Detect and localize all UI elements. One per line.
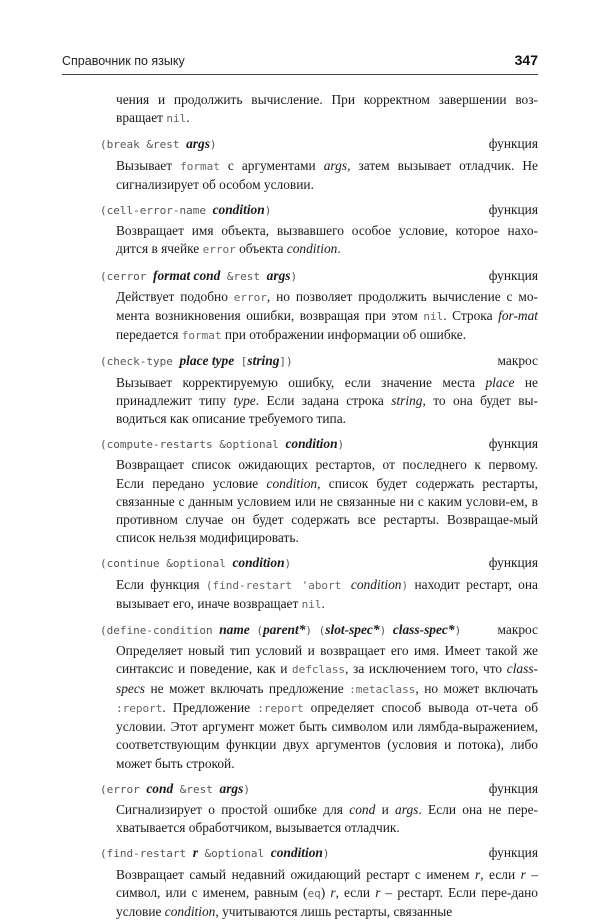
- italic-arg: class-specs: [116, 661, 538, 696]
- text: находит рестарт, она вызывает его, иначе возвращает: [116, 576, 538, 611]
- italic-arg: args: [395, 801, 419, 817]
- entry-type: функция: [488, 555, 538, 571]
- sig-open: (cerror: [100, 269, 153, 283]
- text: – символ, или с именем, равным (: [116, 866, 538, 900]
- code: :metaclass: [349, 682, 416, 696]
- entry-check-type: [100, 352, 538, 428]
- sig-mid: ): [379, 624, 393, 638]
- sig-arg: args: [219, 780, 244, 796]
- sig-close: ): [290, 269, 298, 283]
- entry-description: [116, 576, 538, 614]
- text: не принадлежит типу: [116, 374, 538, 408]
- reference-content: [100, 91, 538, 921]
- signature-code: [100, 621, 461, 640]
- signature: [100, 844, 538, 863]
- sig-arg: string: [247, 353, 280, 369]
- sig-close: ): [243, 782, 250, 796]
- italic-arg: r: [475, 866, 481, 882]
- sig-close: ): [284, 557, 292, 571]
- entry-description: [116, 222, 538, 259]
- sig-arg: format cond: [152, 267, 221, 283]
- italic-arg: cond: [349, 801, 376, 817]
- sig-mid: (: [249, 624, 263, 638]
- sig-arg: place type: [179, 353, 235, 369]
- italic-arg: condition: [286, 241, 338, 257]
- code: defclass: [292, 663, 346, 677]
- sig-open: (cell-error-name: [100, 204, 213, 218]
- text: Возвращает имя объекта, вызвавшего особое условие, которое нахо-дится в ячейке: [116, 223, 538, 257]
- sig-open: (define-condition: [100, 624, 220, 638]
- sig-arg: class-spec*: [392, 622, 455, 638]
- sig-close: ): [337, 438, 345, 452]
- signature: [100, 267, 538, 286]
- code: :report: [116, 701, 163, 715]
- italic-arg: args: [323, 157, 348, 173]
- entry-find-restart: [100, 844, 538, 921]
- entry-cerror: [100, 267, 538, 346]
- sig-close: ]): [279, 355, 293, 369]
- sig-open: (break &rest: [100, 138, 187, 152]
- entry-description: [116, 801, 538, 837]
- text: определяет способ вывода от-чета об условии. Этот аргумент может быть символом или лямбда-выражением, соответствующим функции двух аргументов (условия и потока), либо может быть строкой.: [116, 699, 539, 771]
- sig-mid: &rest: [220, 269, 267, 283]
- sig-arg: condition: [232, 555, 285, 571]
- running-header-title: Справочник по языку: [62, 54, 185, 68]
- signature-code: [100, 201, 271, 220]
- text: .: [186, 110, 190, 126]
- text: Сигнализирует о простой ошибке для: [116, 801, 350, 817]
- sig-close: ): [454, 624, 462, 638]
- sig-arg: slot-spec*: [325, 622, 380, 638]
- italic-arg: place: [485, 374, 515, 390]
- entry-error: [100, 780, 538, 838]
- signature: [100, 780, 538, 799]
- entry-description: [116, 456, 538, 547]
- text: с аргументами: [219, 157, 324, 173]
- sig-close: ): [322, 847, 330, 861]
- signature-code: [100, 352, 293, 371]
- text: объекта: [235, 241, 287, 257]
- entry-type: макрос: [497, 622, 538, 638]
- text: Определяет новый тип условий и возвращает его имя. Имеет такой же синтаксис и поведение, как и: [116, 643, 538, 677]
- sig-arg: condition: [270, 845, 323, 861]
- page-number: 347: [514, 52, 538, 68]
- italic-arg: r: [520, 866, 526, 882]
- text: , если: [335, 884, 376, 900]
- entry-type: функция: [488, 202, 538, 218]
- code: (find-restart 'abort: [205, 578, 351, 592]
- entry-continue: [100, 554, 538, 614]
- text: . Строка: [443, 308, 499, 324]
- entry-type: функция: [488, 267, 538, 283]
- text: . Если задана строка: [255, 392, 392, 408]
- sig-mid: &rest: [173, 782, 220, 796]
- sig-arg: args: [266, 267, 291, 283]
- code-nil: nil: [166, 112, 187, 126]
- code: nil: [423, 310, 444, 324]
- signature: [100, 135, 538, 154]
- text: , затем вызывает отладчик. Не сигнализирует об особом условии.: [116, 157, 538, 192]
- text: при отображении информации об ошибке.: [221, 327, 467, 343]
- sig-mid: ) (: [305, 624, 326, 638]
- italic-arg: for-mat: [498, 308, 539, 324]
- entry-description: [116, 642, 538, 772]
- sig-open: (continue &optional: [100, 557, 233, 571]
- text: Возвращает самый недавний ожидающий рестарт с именем: [116, 866, 475, 882]
- text: ): [320, 884, 331, 900]
- text: Возвращает список ожидающих рестартов, от последнего к первому. Если передано условие: [116, 457, 538, 491]
- entry-cell-error-name: [100, 201, 538, 260]
- text: .: [321, 595, 325, 611]
- code: format: [180, 159, 220, 173]
- code: error: [233, 290, 267, 304]
- code: :report: [257, 701, 304, 715]
- entry-type: функция: [488, 436, 538, 452]
- text: . Если она не пере-хватывается обработчиком, вызывается отладчик.: [116, 801, 538, 836]
- text: Вызывает корректируемую ошибку, если значение места: [116, 374, 486, 390]
- text: Если функция: [116, 576, 206, 592]
- sig-arg: args: [186, 136, 210, 152]
- text: , но может включать: [415, 680, 538, 696]
- signature: [100, 201, 538, 220]
- sig-arg: r: [192, 845, 198, 861]
- text: , то она будет вы-водиться как описание требуемого типа.: [116, 392, 539, 427]
- signature: [100, 554, 538, 573]
- signature-code: [100, 780, 250, 799]
- entry-break: [100, 135, 538, 194]
- italic-arg: r: [330, 884, 336, 900]
- entry-type: функция: [488, 845, 538, 861]
- entry-define-condition: [100, 621, 538, 773]
- signature: [100, 621, 538, 640]
- text: передается: [116, 327, 182, 343]
- sig-arg: condition: [285, 436, 338, 452]
- continued-paragraph: [116, 91, 538, 128]
- text: чения и продолжить вычисление. При корректном завершении воз-вращает: [116, 92, 538, 126]
- sig-arg: condition: [212, 202, 265, 218]
- italic-arg: type: [233, 392, 256, 408]
- signature-code: [100, 435, 344, 454]
- sig-mid: &optional: [197, 847, 271, 861]
- entry-type: макрос: [497, 353, 538, 369]
- entry-type: функция: [488, 780, 538, 796]
- sig-arg: parent*: [262, 622, 306, 638]
- entry-compute-restarts: [100, 435, 538, 547]
- text: .: [337, 241, 341, 257]
- text: Вызывает: [116, 157, 181, 173]
- code: eq: [307, 886, 321, 900]
- text: – рестарт. Если пере-дано условие: [116, 884, 538, 919]
- code: error: [202, 243, 236, 257]
- code: ): [401, 578, 409, 592]
- running-header: [62, 52, 538, 75]
- text: , учитываются лишь рестарты, связанные: [215, 903, 453, 919]
- signature-code: [100, 554, 291, 573]
- text: Действует подобно: [116, 288, 234, 304]
- text: , но позволяет продолжить вычисление с мо-мента возникновения ошибки, возвращая при этом: [116, 288, 538, 324]
- sig-close: ): [209, 138, 217, 152]
- entry-description: [116, 866, 538, 921]
- sig-arg: cond: [146, 780, 174, 796]
- code: format: [181, 329, 222, 343]
- sig-open: (check-type: [100, 355, 180, 369]
- entry-description: [116, 374, 538, 429]
- italic-arg: string: [391, 392, 423, 408]
- sig-open: (find-restart: [100, 847, 193, 861]
- signature: [100, 352, 538, 371]
- text: . Предложение: [162, 699, 258, 715]
- sig-arg: name: [219, 622, 250, 638]
- sig-close: ): [264, 204, 272, 218]
- italic-arg: r: [375, 884, 381, 900]
- signature-code: [100, 267, 297, 286]
- entry-type: функция: [488, 136, 538, 152]
- code: nil: [301, 597, 322, 611]
- text: и: [375, 801, 396, 817]
- text: , если: [480, 866, 521, 882]
- signature-code: [100, 844, 330, 863]
- italic-arg: condition: [266, 475, 318, 491]
- signature-code: [100, 135, 217, 154]
- sig-open: (error: [100, 782, 147, 796]
- text: , список будет содержать рестарты, связанные с данным условием или не связанные ни с каким услови-ем, в противном случае он будет содержать все рестарты. Возвращае-мый список нельзя модифицировать.: [116, 475, 539, 546]
- entry-description: [116, 288, 538, 346]
- entry-description: [116, 157, 538, 194]
- signature: [100, 435, 538, 454]
- sig-mid: [: [234, 355, 248, 369]
- sig-open: (compute-restarts &optional: [100, 438, 286, 452]
- text: не может включать предложение: [145, 680, 350, 696]
- italic-arg: condition: [350, 576, 402, 592]
- text: , за исключением того, что: [345, 661, 507, 677]
- italic-arg: condition: [164, 903, 216, 919]
